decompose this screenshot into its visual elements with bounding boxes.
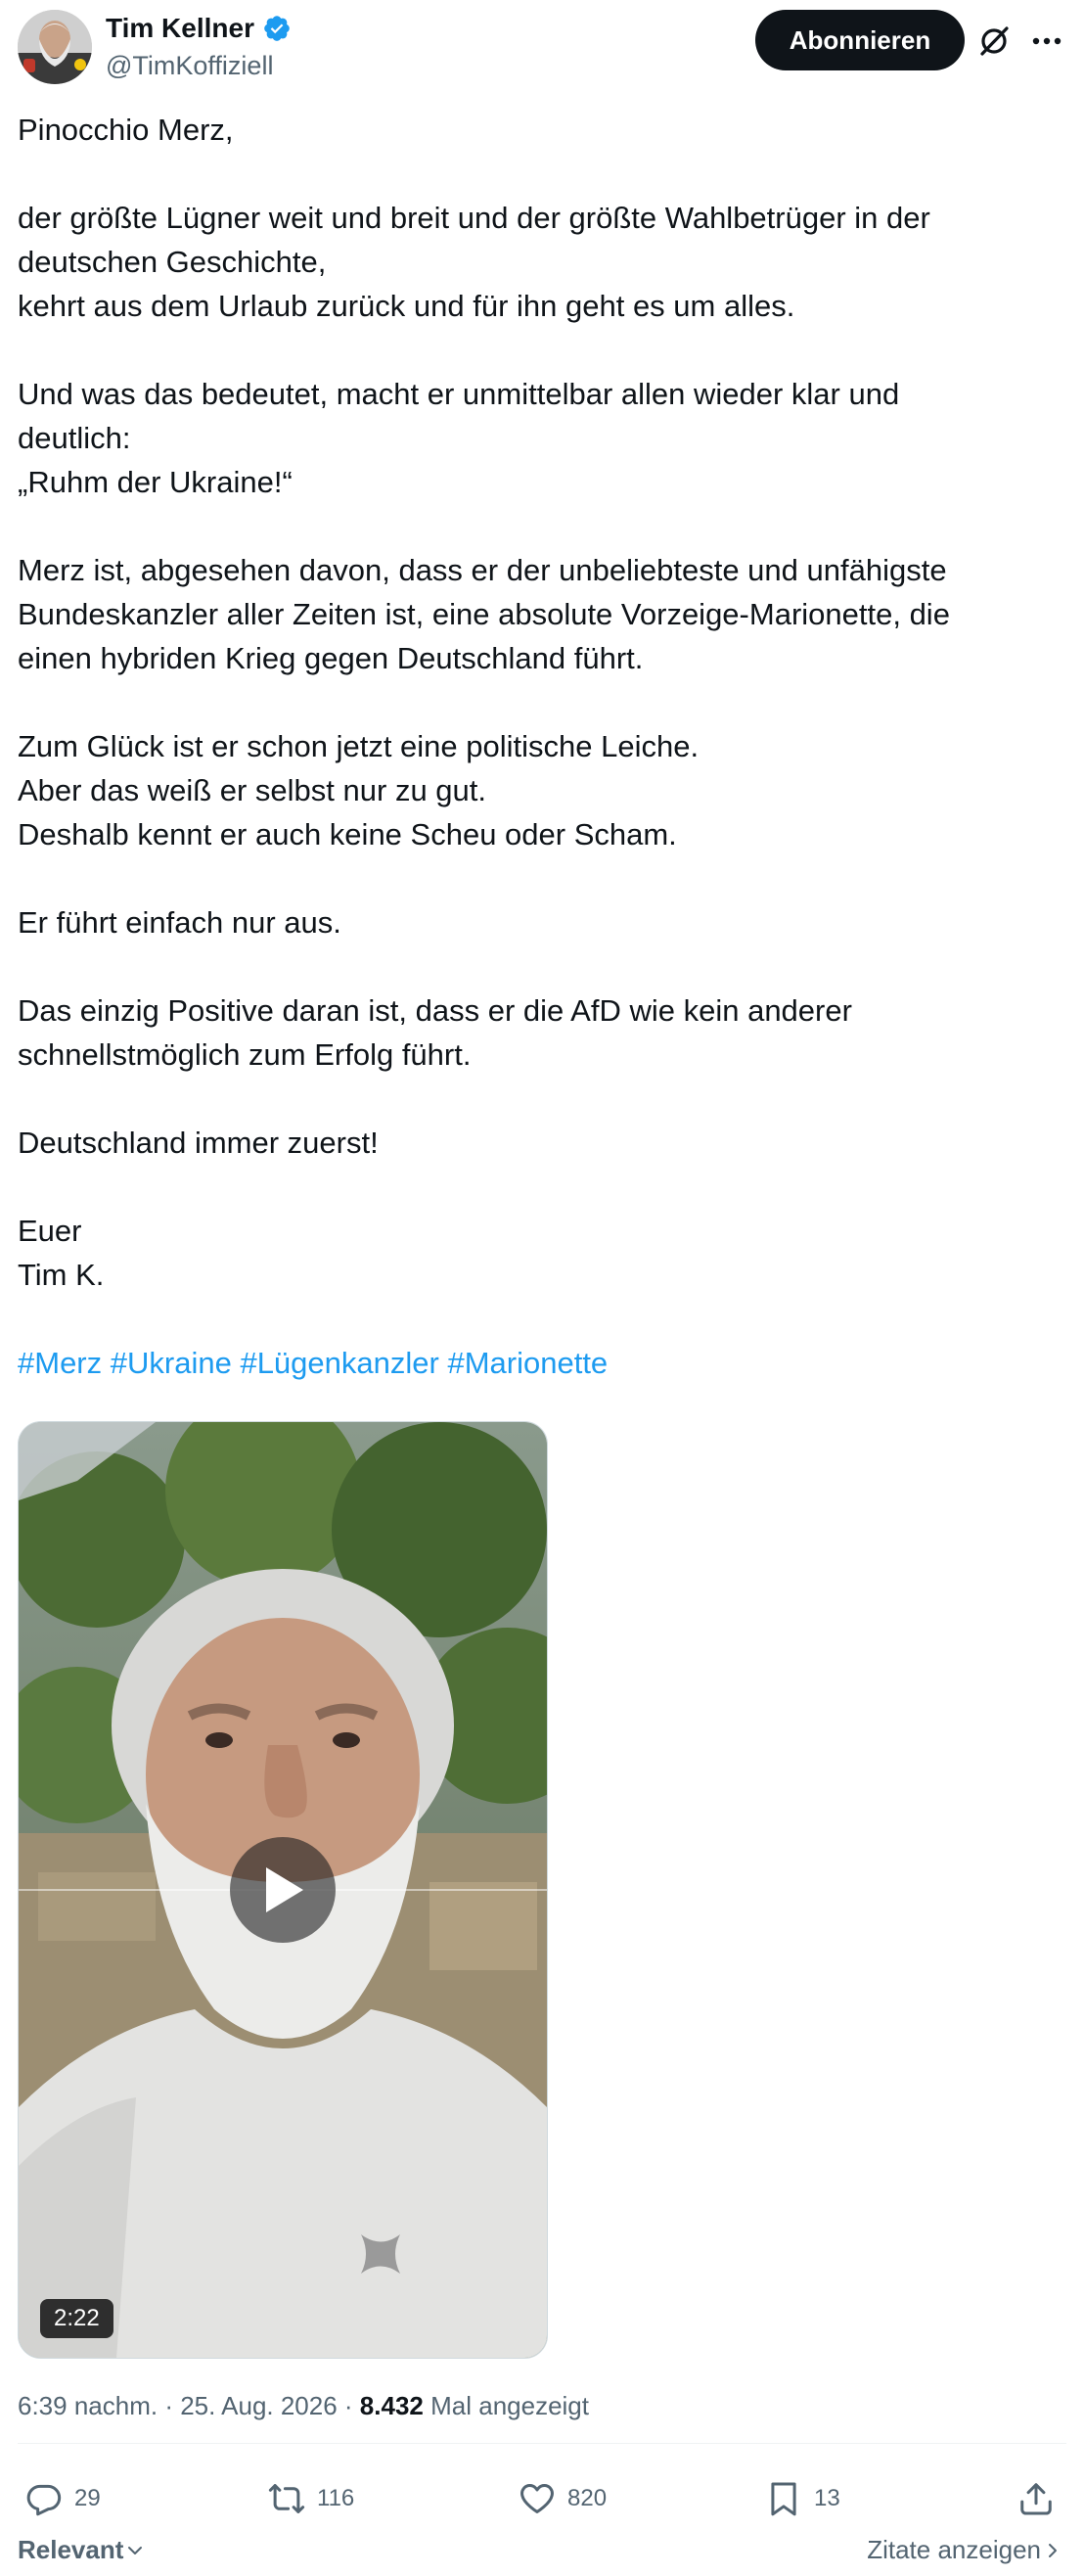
verified-badge-icon (262, 14, 292, 43)
author-display-name[interactable]: Tim Kellner (106, 13, 254, 43)
post-line-break (18, 856, 1066, 900)
post-metadata (18, 2386, 589, 2425)
author-name-row[interactable] (106, 12, 292, 45)
post-line: schnellstmöglich zum Erfolg führt. (18, 1037, 472, 1072)
chevron-right-icon (1041, 2539, 1064, 2562)
replies-footer (0, 2533, 1084, 2576)
reply-button[interactable] (25, 2474, 101, 2523)
like-count: 820 (567, 2485, 608, 2511)
like-button[interactable] (519, 2474, 607, 2523)
view-quotes-link[interactable] (867, 2535, 1064, 2565)
more-icon[interactable] (1027, 22, 1066, 61)
post-line: „Ruhm der Ukraine!“ (18, 465, 293, 499)
post-line: der größte Lügner weit und breit und der größte Wahlbetrüger in der (18, 201, 930, 235)
post-line-break (18, 944, 1066, 989)
video-duration-badge: 2:22 (40, 2299, 113, 2338)
post-line: Er führt einfach nur aus. (18, 905, 341, 940)
post-line: Euer (18, 1214, 82, 1248)
post-line: Deutschland immer zuerst! (18, 1126, 379, 1160)
post-line-break (18, 680, 1066, 724)
post-line: Und was das bedeutet, macht er unmittelbar allen wieder klar und (18, 377, 900, 411)
post-text (18, 108, 1066, 1385)
post-line-break (18, 1297, 1066, 1341)
share-icon (1017, 2480, 1055, 2517)
subscribe-button[interactable]: Abonnieren (755, 10, 965, 70)
bookmark-count: 13 (814, 2485, 840, 2511)
sort-dropdown[interactable] (18, 2535, 147, 2565)
reply-icon (25, 2480, 63, 2517)
chevron-down-icon (123, 2539, 147, 2562)
post-line: Tim K. (18, 1258, 105, 1292)
post-line: Aber das weiß er selbst nur zu gut. (18, 773, 487, 807)
divider (18, 2443, 1066, 2444)
meta-separator: · (337, 2391, 360, 2420)
views-count: 8.432 (359, 2391, 424, 2420)
share-button[interactable] (1017, 2474, 1055, 2523)
hashtag-list (18, 1341, 1066, 1385)
post-line-break (18, 328, 1066, 372)
sort-label: Relevant (18, 2535, 124, 2564)
post-header (0, 0, 1084, 94)
action-bar (0, 2474, 1084, 2523)
meta-separator: · (158, 2391, 181, 2420)
post-line-break (18, 152, 1066, 196)
play-icon (260, 1865, 305, 1914)
post-time[interactable]: 6:39 nachm. (18, 2391, 158, 2420)
video-player[interactable] (18, 1421, 548, 2359)
avatar[interactable] (18, 10, 92, 84)
post-line: Das einzig Positive daran ist, dass er die AfD wie kein anderer (18, 993, 852, 1028)
post-line: Merz ist, abgesehen davon, dass er der unbeliebteste und unfähigste (18, 553, 947, 587)
post-line: deutlich: (18, 421, 131, 455)
post-line: einen hybriden Krieg gegen Deutschland führt. (18, 641, 644, 675)
heart-icon (519, 2480, 556, 2517)
post-line: Zum Glück ist er schon jetzt eine politische Leiche. (18, 729, 700, 763)
quotes-label: Zitate anzeigen (867, 2535, 1041, 2564)
reply-count: 29 (74, 2485, 101, 2511)
author-handle[interactable]: @TimKoffiziell (106, 51, 274, 80)
grok-icon[interactable] (974, 22, 1014, 61)
post-line: kehrt aus dem Urlaub zurück und für ihn geht es um alles. (18, 289, 795, 323)
post-line-break (18, 1077, 1066, 1121)
hashtag-link[interactable]: #Merz (18, 1346, 103, 1380)
repost-icon (268, 2480, 305, 2517)
post-line: Deshalb kennt er auch keine Scheu oder Scham. (18, 817, 677, 851)
post-line: deutschen Geschichte, (18, 245, 327, 279)
hashtag-link[interactable]: #Lügenkanzler (240, 1346, 439, 1380)
hashtag-link[interactable]: #Ukraine (110, 1346, 232, 1380)
views-label: Mal angezeigt (430, 2391, 589, 2420)
repost-count: 116 (317, 2485, 355, 2511)
bookmark-button[interactable] (765, 2474, 840, 2523)
bookmark-icon (765, 2480, 802, 2517)
post-line: Pinocchio Merz, (18, 113, 234, 147)
hashtag-link[interactable]: #Marionette (447, 1346, 609, 1380)
post-line-break (18, 504, 1066, 548)
post-line: Bundeskanzler aller Zeiten ist, eine absolute Vorzeige-Marionette, die (18, 597, 950, 631)
post-line-break (18, 1165, 1066, 1209)
play-button[interactable] (230, 1837, 336, 1943)
post-date[interactable]: 25. Aug. 2026 (180, 2391, 338, 2420)
repost-button[interactable] (268, 2474, 354, 2523)
